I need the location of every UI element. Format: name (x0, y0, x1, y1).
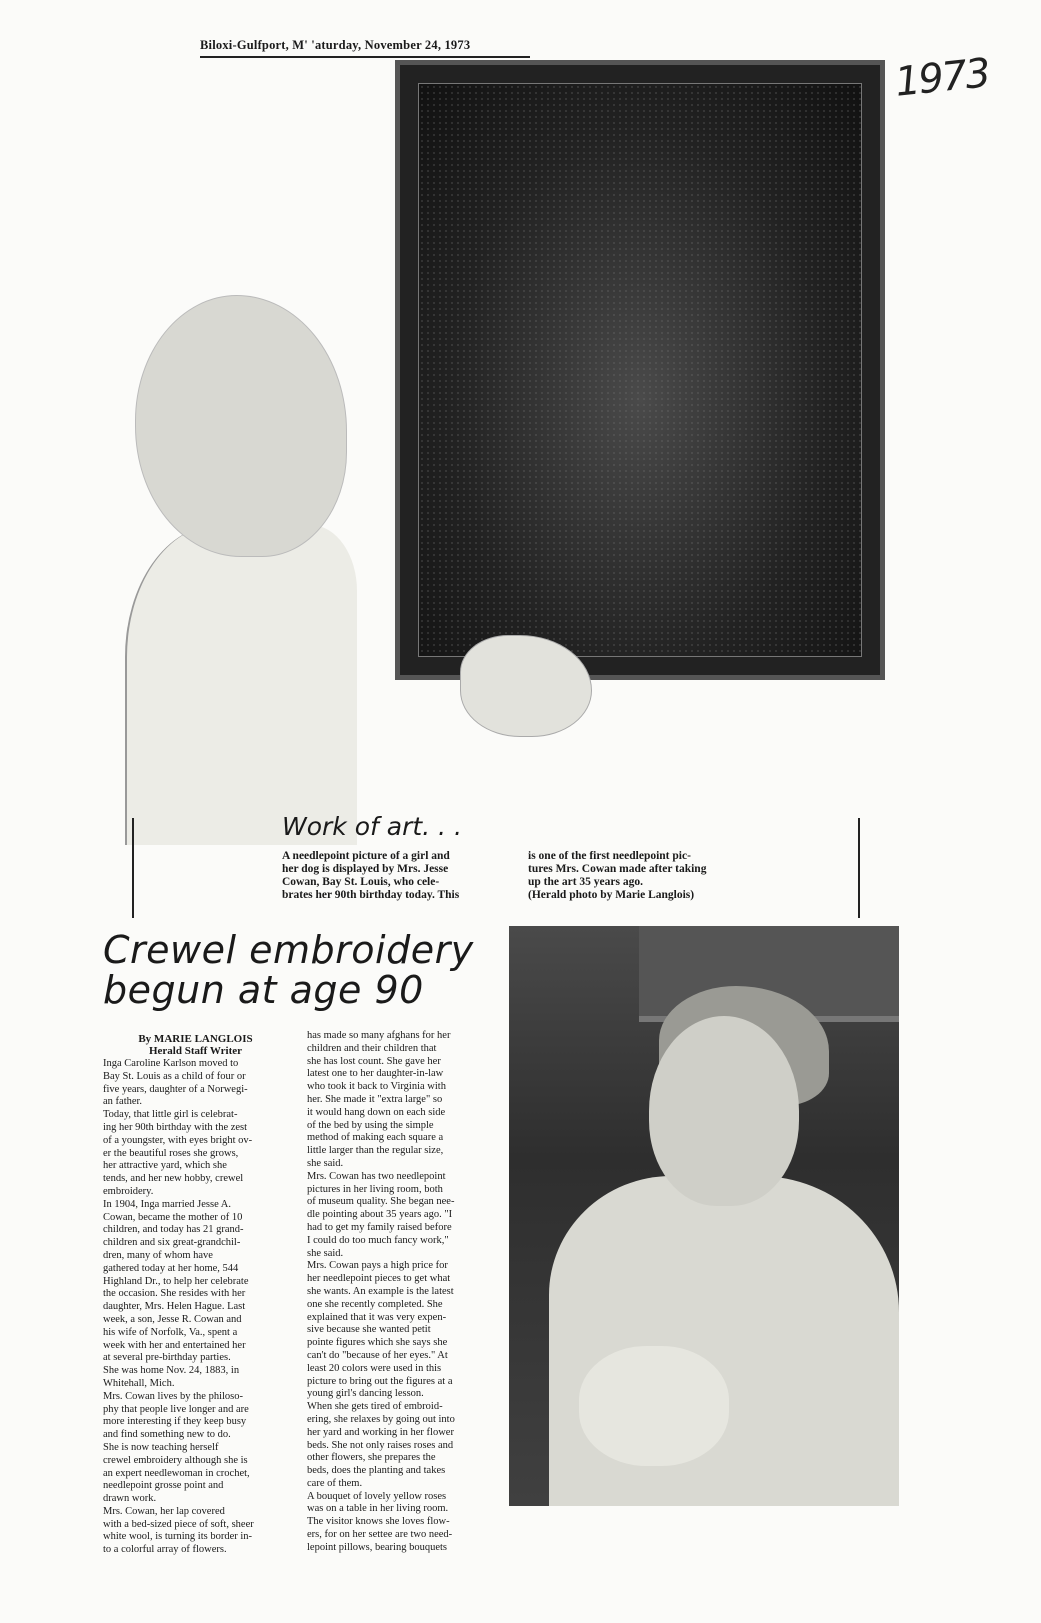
article-column-2: has made so many afghans for her children and their children that she has lost count. She gave her latest one to her daughter-in-law who took it back to Virginia with her. She made it "extra large" so it would hang down on each side of the bed by using the simple method of making each square a little larger than the regular size, she said. Mrs. Cowan has two needlepoint pictures in her living room, both of museum quality. She began nee- dle pointing about 35 years ago. "I had to get my family raised before I could do too much fancy work," she said. Mrs. Cowan pays a high price for her needlepoint pieces to get what she wants. An example is the latest one she recently completed. She explained that it was very expen- sive because she wanted petit pointe figures which she says she can't do "because of her eyes." At least 20 colors were used in this picture to bring out the figures at a young girl's dancing lesson. When she gets tired of embroid- ering, she relaxes by going out into her yard and working in her flower beds. She not only raises roses and other flowers, she prepares the beds, does the planting and takes care of them. A bouquet of lovely yellow roses was on a table in her living room. The visitor knows she loves flow- ers, for on her settee are two need- lepoint pillows, bearing bouquets (307, 1030, 455, 1553)
photo-needlepoint-picture (418, 83, 862, 657)
article-headline: Crewel embroidery begun at age 90 (103, 928, 474, 1012)
photo-woman-body (125, 525, 357, 845)
photo-embroidery-hands (579, 1346, 729, 1466)
photo-woman-face (649, 1016, 799, 1206)
caption-left-rule (132, 818, 134, 918)
caption-right-rule (858, 818, 860, 918)
caption-heading: Work of art. . . (282, 812, 462, 841)
caption-column-2: is one of the first needlepoint pic- tures Mrs. Cowan made after taking up the art 35 years ago. (Herald photo by Marie Langlois) (528, 850, 707, 901)
photo-woman-body (549, 1176, 899, 1506)
article-column-1: Inga Caroline Karlson moved to Bay St. Louis as a child of four or five years, daughter of a Norwegi- an father. Today, that little girl is celebrat- ing her 90th birthday with the zest of a youngster, with eyes bright ov- er the beautiful roses she grows, her attractive yard, which she tends, and her new hobby, crewel embroidery. In 1904, Inga married Jesse A. Cowan, became the mother of 10 children, and today has 21 grand- children and six great-grandchil- dren, many of whom have gathered today at her home, 544 Highland Dr., to help her celebrate the occasion. She resides with her daughter, Mrs. Helen Hague. Last week, a son, Jesse R. Cowan and his wife of Norfolk, Va., spent a week with her and entertained her at several pre-birthday parties. She was home Nov. 24, 1883, in Whitehall, Mich. Mrs. Cowan lives by the philoso- phy that people live longer and are more interesting if they keep busy and find something new to do. She is now teaching herself crewel embroidery although she is an expert needlewoman in crochet, needlepoint grosse point and drawn work. Mrs. Cowan, her lap covered with a bed-sized piece of soft, sheer white wool, is turning its border in- to a colorful array of flowers. (103, 1058, 254, 1556)
caption-column-1: A needlepoint picture of a girl and her dog is displayed by Mrs. Jesse Cowan, Bay St. Louis, who cele- brates her 90th birthday today. This (282, 850, 460, 901)
article-byline: By MARIE LANGLOIS Herald Staff Writer (138, 1033, 253, 1057)
photo-needlepoint-frame (395, 60, 885, 680)
photo-needlepoint-display (125, 55, 905, 845)
dateline: Biloxi-Gulfport, M' 'aturday, November 24, 1973 (200, 38, 471, 52)
photo-woman-embroidering (509, 926, 899, 1506)
handwritten-year: 1973 (892, 50, 991, 106)
photo-woman-head (135, 295, 347, 557)
